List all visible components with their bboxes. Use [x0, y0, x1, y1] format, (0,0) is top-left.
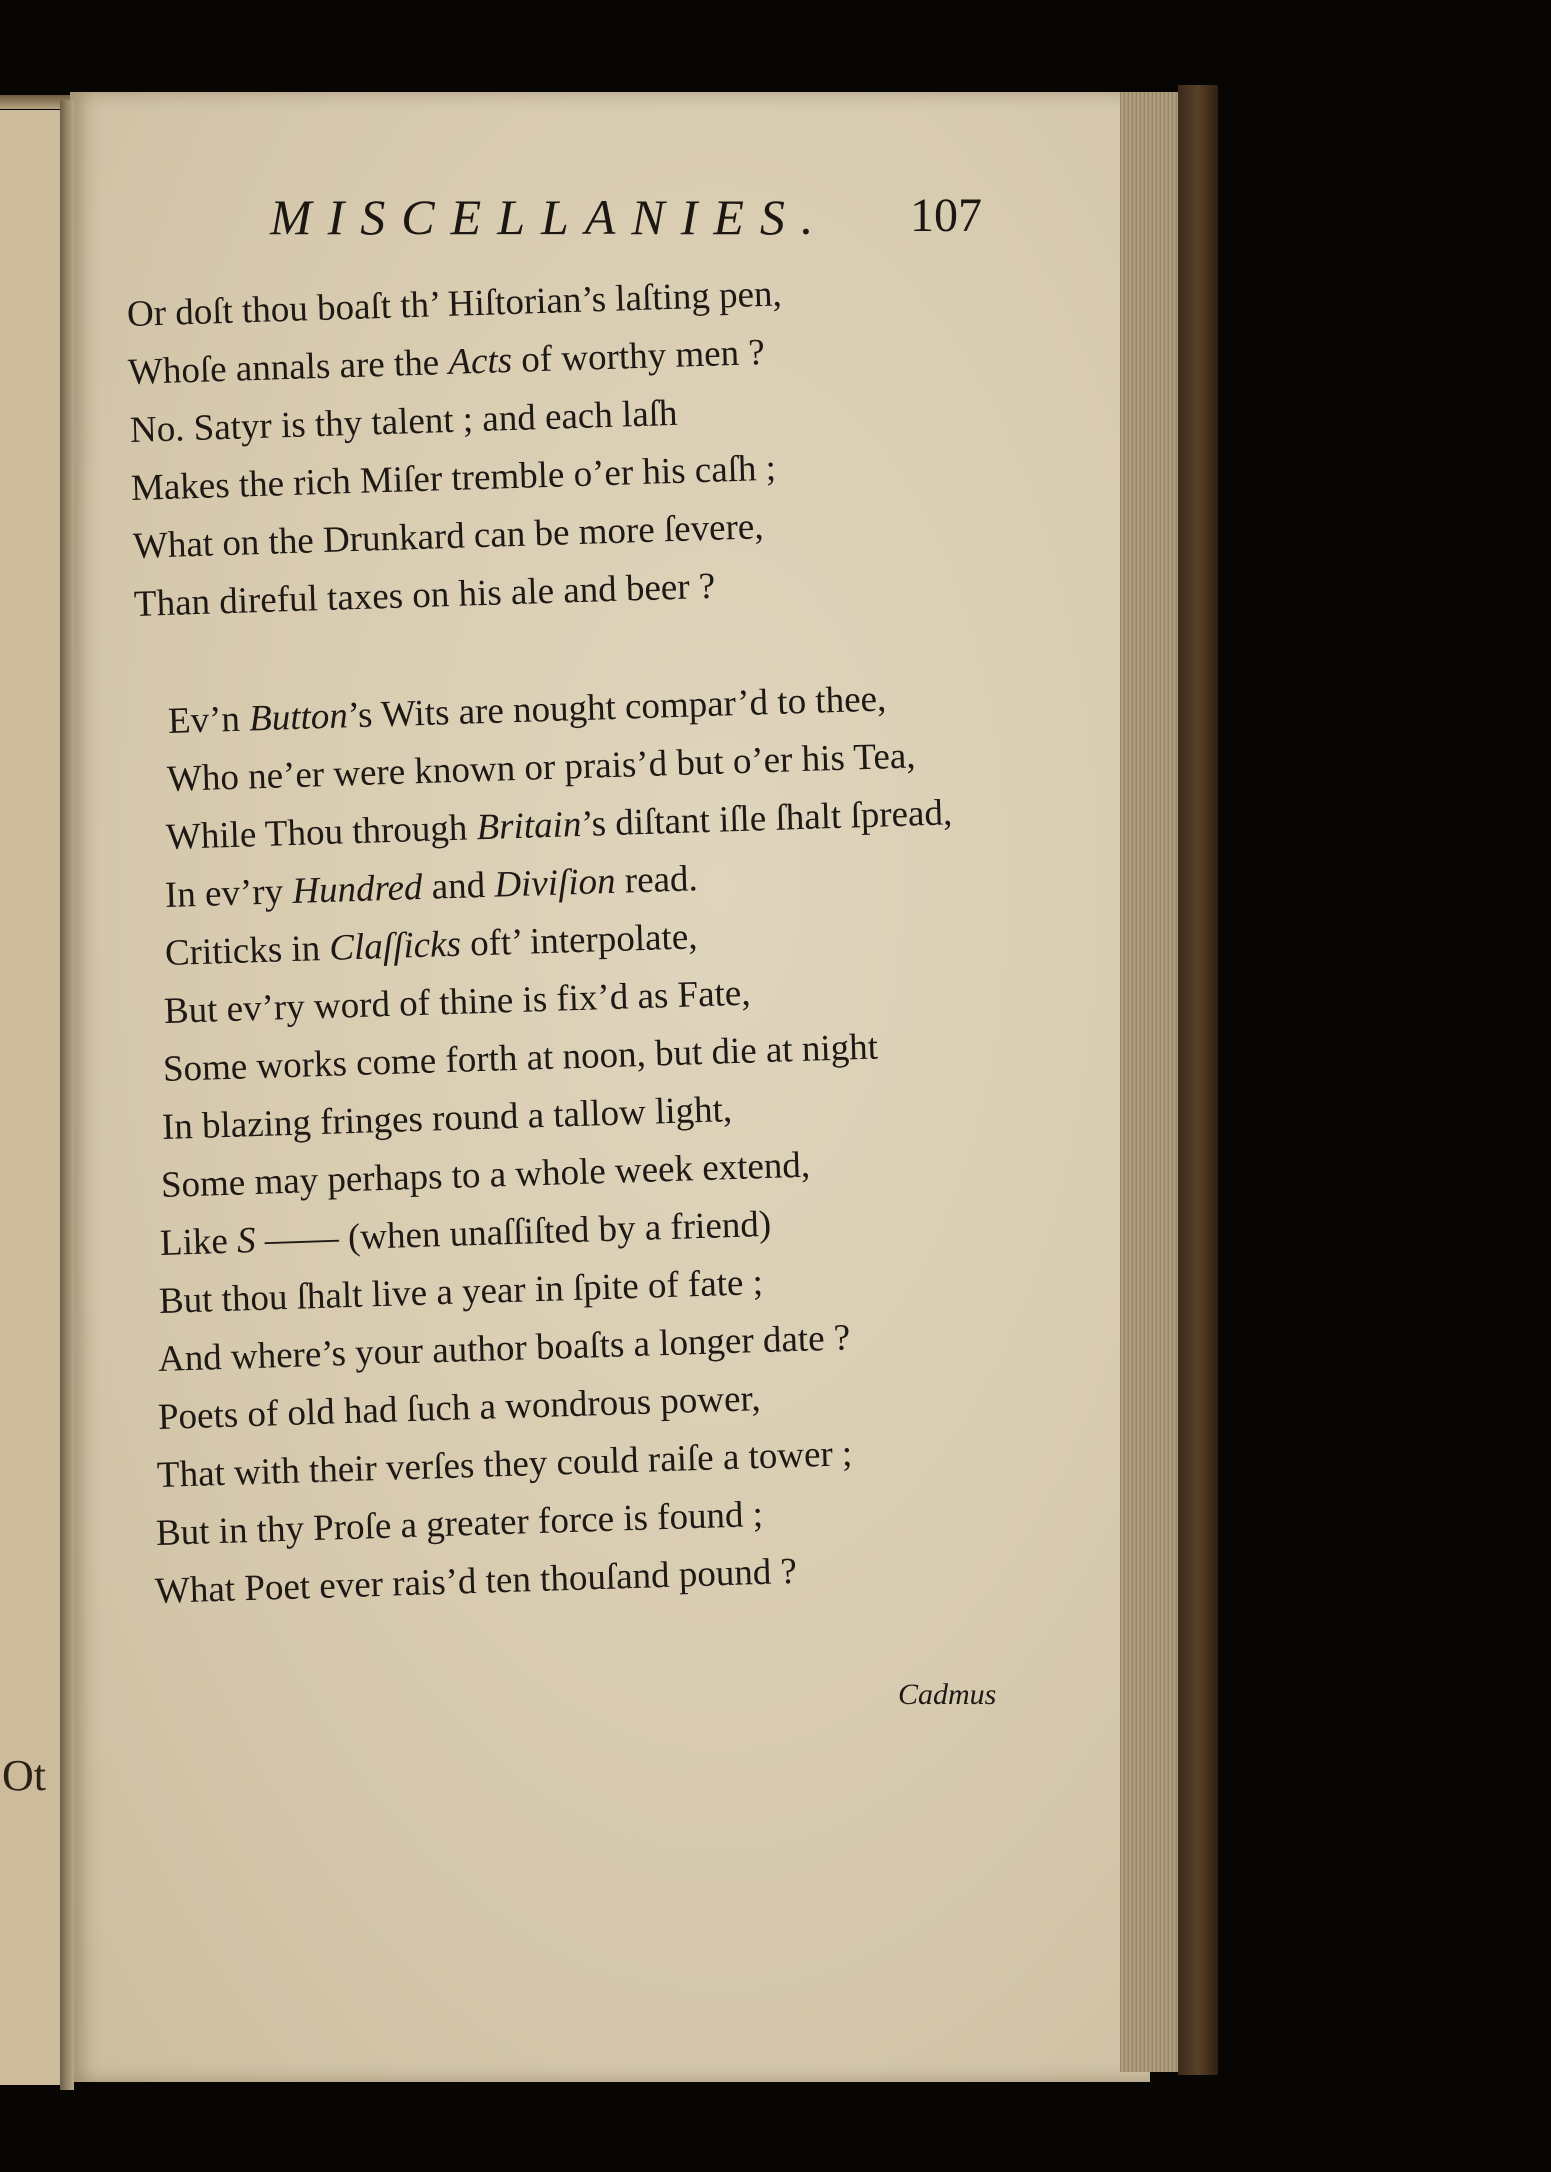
line-text: Poets of old had ſuch a wondrous power,: [156, 1378, 761, 1438]
italic-word: Britain: [476, 803, 583, 849]
line-text: and: [422, 864, 496, 908]
page-edges: [1120, 92, 1178, 2072]
running-header: MISCELLANIES.: [270, 189, 830, 245]
line-text: Like: [159, 1220, 238, 1264]
line-text: In blazing fringes round a tallow light,: [161, 1089, 733, 1148]
italic-word: Claſſicks: [328, 923, 462, 969]
line-text: Makes the rich Miſer tremble o’er his caſh ;: [130, 447, 777, 509]
left-page-fragment: Ot: [2, 1751, 46, 1800]
italic-word: Acts: [448, 339, 514, 383]
line-text: What Poet ever rais’d ten thouſand pound ?: [154, 1550, 798, 1612]
line-text: In ev’ry: [164, 871, 294, 916]
line-text: While Thou through: [165, 807, 478, 858]
line-text: Or doſt thou boaſt th’ Hiſtorian’s laſting pen,: [126, 273, 783, 335]
left-page-edge: [0, 110, 68, 2085]
line-text: And where’s your author boaſts a longer date ?: [157, 1317, 852, 1380]
italic-word: Diviſion: [494, 860, 617, 906]
line-text: —— (when unaſſiſted by a friend): [255, 1203, 772, 1261]
line-text: Than direful taxes on his ale and beer ?: [133, 565, 716, 625]
line-text: of worthy men ?: [511, 332, 766, 381]
line-text: What on the Drunkard can be more ſevere,: [131, 506, 764, 567]
line-text: No. Satyr is thy talent ; and each laſh: [129, 392, 678, 451]
line-text: Who ne’er were known or prais’d but o’er his Tea,: [166, 735, 917, 800]
line-text: Some works come forth at noon, but die at night: [162, 1026, 879, 1090]
italic-word: S: [236, 1220, 257, 1262]
book-gutter: [60, 100, 74, 2090]
book-cover-edge: [1178, 85, 1218, 2075]
catchword: Cadmus: [898, 1678, 997, 1711]
line-text: Some may perhaps to a whole week extend,: [160, 1144, 811, 1206]
line-text: oft’ interpolate,: [459, 916, 698, 965]
line-text: But thou ſhalt live a year in ſpite of fate ;: [158, 1262, 764, 1322]
line-text: ’s diſtant iſle ſhalt ſpread,: [580, 792, 954, 845]
line-text: ’s Wits are nought compar’d to thee,: [347, 678, 887, 737]
page-number: 107: [910, 189, 982, 242]
line-text: But ev’ry word of thine is fix’d as Fate,: [163, 972, 751, 1032]
line-text: But in thy Proſe a greater force is found ;: [155, 1493, 764, 1554]
line-text: Whoſe annals are the: [127, 341, 450, 393]
line-text: That with their verſes they could raiſe a tower ;: [156, 1433, 853, 1496]
italic-word: Button: [248, 695, 349, 740]
line-text: read.: [615, 858, 699, 902]
line-text: Ev’n: [167, 698, 250, 742]
italic-word: Hundred: [292, 866, 424, 912]
line-text: Criticks in: [163, 927, 330, 974]
